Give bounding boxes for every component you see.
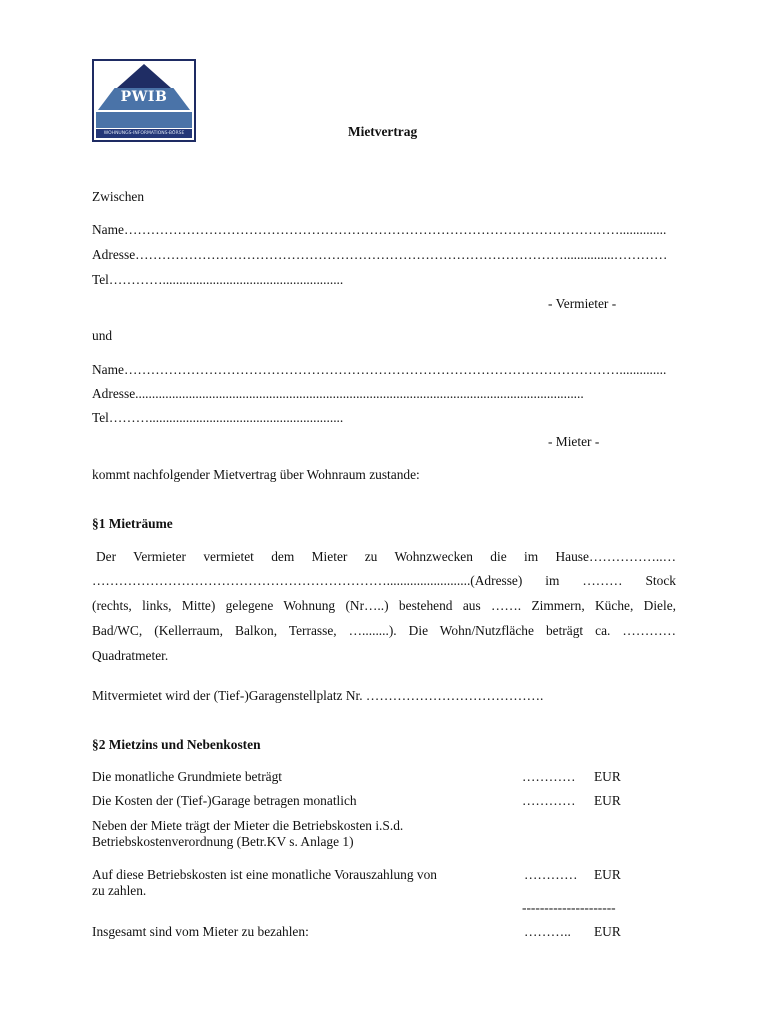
vorauszahlung-line-2: zu zahlen. (92, 883, 147, 898)
garage-cost-amount[interactable]: ………… (522, 793, 576, 808)
page-title: Mietvertrag (348, 124, 418, 139)
landlord-tel-line[interactable]: Tel…………...................................................... (92, 272, 344, 287)
company-logo (92, 59, 196, 142)
garage-cost-unit: EUR (594, 793, 621, 808)
grundmiete-amount[interactable]: ………… (522, 769, 576, 784)
grundmiete-unit: EUR (594, 769, 621, 784)
sum-separator: --------------------- (522, 900, 616, 915)
logo-roof-icon (117, 64, 171, 88)
logo-text: PWIB (120, 89, 168, 105)
landlord-name-line[interactable]: Name………………………………………………………………………………………………….............. (92, 222, 667, 237)
garage-line[interactable]: Mitvermietet wird der (Tief-)Garagenstellplatz Nr. …………………………………. (92, 688, 544, 703)
section1-heading: §1 Mieträume (92, 516, 173, 531)
total-amount[interactable]: ……….. (524, 924, 571, 939)
garage-cost-label: Die Kosten der (Tief-)Garage betragen monatlich (92, 793, 357, 808)
tenant-name-line[interactable]: Name………………………………………………………………………………………………….............. (92, 362, 667, 377)
vorauszahlung-amount[interactable]: ………… (524, 867, 578, 882)
und-label: und (92, 328, 113, 343)
logo-subtitle: WOHNUNGS-INFORMATIONS-BÖRSE (96, 129, 192, 138)
section1-line-5: Quadratmeter. (92, 648, 169, 663)
zwischen-label: Zwischen (92, 189, 145, 204)
grundmiete-label: Die monatliche Grundmiete beträgt (92, 769, 283, 784)
betriebskosten-line-2: Betriebskostenverordnung (Betr.KV s. Anlage 1) (92, 834, 354, 849)
tenant-tel-line[interactable]: Tel……….......................................................... (92, 410, 344, 425)
section1-line-1: Der Vermieter vermietet dem Mieter zu Wohnzwecken die im Hause……………..… (96, 549, 676, 564)
vorauszahlung-line-1: Auf diese Betriebskosten ist eine monatliche Vorauszahlung von (92, 867, 437, 882)
section1-line-3: (rechts, links, Mitte) gelegene Wohnung (Nr…..) bestehend aus ……. Zimmern, Küche, Diele, (92, 598, 676, 613)
landlord-role-label: - Vermieter - (548, 296, 617, 311)
total-unit: EUR (594, 924, 621, 939)
landlord-address-line[interactable]: Adresse……………………………………………………………………………………...............………… (92, 247, 668, 262)
logo-house-base (96, 112, 192, 128)
section2-heading: §2 Mietzins und Nebenkosten (92, 737, 261, 752)
total-label: Insgesamt sind vom Mieter zu bezahlen: (92, 924, 309, 939)
betriebskosten-line-1: Neben der Miete trägt der Mieter die Betriebskosten i.S.d. (92, 818, 404, 833)
intro-text: kommt nachfolgender Mietvertrag über Wohnraum zustande: (92, 467, 420, 482)
tenant-role-label: - Mieter - (548, 434, 600, 449)
vorauszahlung-unit: EUR (594, 867, 621, 882)
section1-line-2: ………………………………………………………….........................(Adresse) im ……… Stock (92, 573, 676, 588)
section1-line-4: Bad/WC, (Kellerraum, Balkon, Terrasse, …........). Die Wohn/Nutzfläche beträgt ca. ………… (92, 623, 676, 638)
tenant-address-line[interactable]: Adresse...................................................................................................................................... (92, 386, 584, 401)
